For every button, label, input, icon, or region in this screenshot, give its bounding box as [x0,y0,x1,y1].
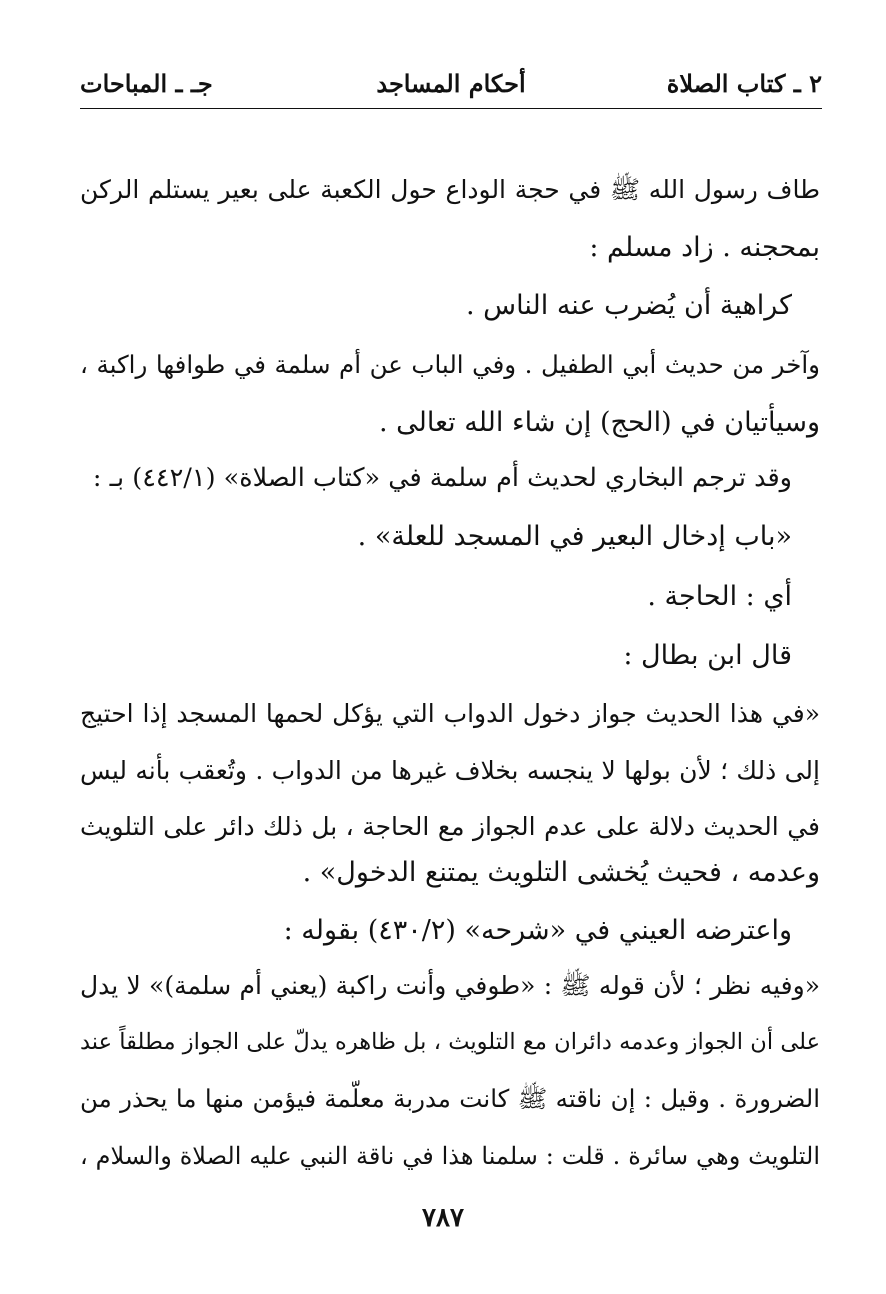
running-header [80,66,822,110]
text-line: طاف رسول الله ﷺ في حجة الوداع حول الكعبة على بعير يستلم الركن [80,175,820,204]
page-number: ٧٨٧ [422,1203,464,1233]
text-line: إلى ذلك ؛ لأن بولها لا ينجسه بخلاف غيرها من الدواب . وتُعقب بأنه ليس [80,756,820,785]
text-line: وآخر من حديث أبي الطفيل . وفي الباب عن أم سلمة في طوافها راكبة ، [80,350,820,379]
header-divider [80,108,822,109]
text-line: في الحديث دلالة على عدم الجواز مع الحاجة ، بل ذلك دائر على التلويث [80,812,820,841]
text-line: أي : الحاجة . [647,581,792,612]
text-line: وعدمه ، فحيث يُخشى التلويث يمتنع الدخول» . [302,857,820,888]
text-line: «باب إدخال البعير في المسجد للعلة» . [357,521,792,552]
text-line: التلويث وهي سائرة . قلت : سلمنا هذا في ناقة النبي عليه الصلاة والسلام ، [80,1142,820,1170]
text-line: «وفيه نظر ؛ لأن قوله ﷺ : «طوفي وأنت راكبة (يعني أم سلمة)» لا يدل [80,971,820,1000]
text-line: قال ابن بطال : [623,640,792,671]
text-line: «في هذا الحديث جواز دخول الدواب التي يؤكل لحمها المسجد إذا احتيج [80,699,820,728]
header-chapter: ٢ ـ كتاب الصلاة [666,69,822,98]
text-line: كراهية أن يُضرب عنه الناس . [466,290,792,321]
text-line: الضرورة . وقيل : إن ناقته ﷺ كانت مدربة معلّمة فيؤمن منها ما يحذر من [80,1084,820,1113]
header-section: أحكام المساجد [376,69,526,98]
text-line: بمحجنه . زاد مسلم : [589,232,820,263]
header-subsection: جـ ـ المباحات [80,69,213,98]
text-line: على أن الجواز وعدمه دائران مع التلويث ، بل ظاهره يدلّ على الجواز مطلقاً عند [80,1029,820,1055]
text-line: وقد ترجم البخاري لحديث أم سلمة في «كتاب الصلاة» (٤٤٢/١) بـ : [92,463,792,493]
text-line: واعترضه العيني في «شرحه» (٤٣٠/٢) بقوله : [283,915,792,946]
text-line: وسيأتيان في (الحج) إن شاء الله تعالى . [379,407,820,438]
